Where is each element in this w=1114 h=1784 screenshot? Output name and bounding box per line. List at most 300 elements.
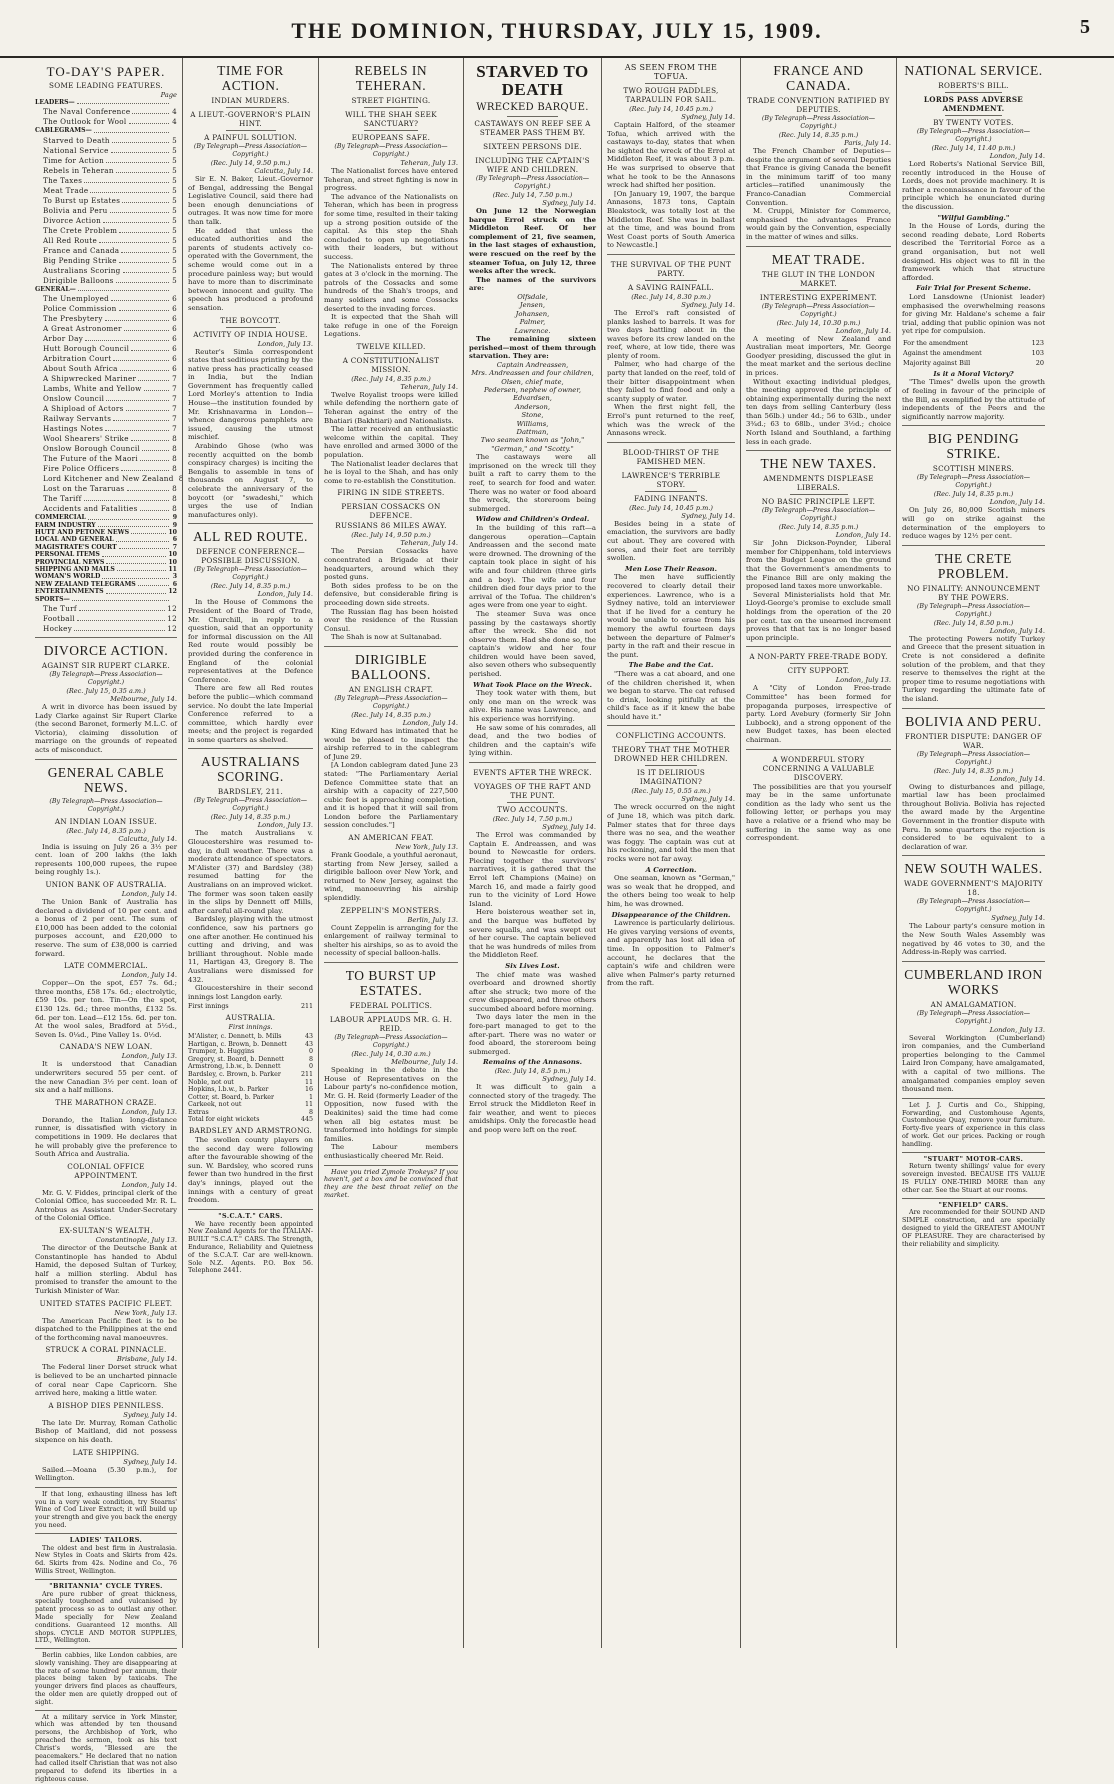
wonderful-story: [746, 749, 891, 843]
column-6: [740, 58, 896, 1648]
batsman: Gregory, st. Board, b. Dennett: [188, 1055, 285, 1063]
index-entry-label: HUTT AND PETONE NEWS: [35, 529, 130, 537]
batsman: Cotter, st. Board, b. Parker: [188, 1093, 275, 1101]
dateline: (Rec. July 14, 7.50 p.m.): [492, 815, 573, 823]
subhead: LATE COMMERCIAL.: [63, 961, 149, 971]
paragraph: [A London cablegram dated June 23 stated: "The Parliamentary Aerial Defence Committee state that an airship with a capacity of 227,500 cubic feet is approaching completion, and it is hoped that it will sail from London before the Parliamentary session concludes."]: [324, 761, 458, 830]
body-text: [188, 598, 313, 744]
cable-item: [35, 961, 177, 1039]
index-entry: [35, 514, 177, 521]
index-entry: [35, 334, 177, 343]
body-text: The men have sufficiently recovered to clearly detail their experiences. Lawrence, who is a Sydney native, told an interviewer that if he lived for a century he would be unable to erase from his memory the awful fourteen days between the departure of Palmer's party in the raft and their rescue in the punt.: [607, 573, 735, 659]
location: Sydney, July 14.: [542, 1075, 596, 1084]
side-head: The Babe and the Cat.: [628, 661, 714, 670]
copyright-line: (By Telegraph—Press Association—Copyright.): [916, 750, 1031, 766]
leader-dots: [88, 514, 169, 519]
headline: THE CRETE PROBLEM.: [935, 550, 1012, 581]
ads-col1: [35, 1487, 177, 1784]
advertisement: [902, 1198, 1045, 1249]
copyright-line: (By Telegraph—Press Association—Copyright.): [334, 694, 448, 710]
tofua-story: [607, 63, 735, 250]
index-entry-label: LOCAL AND GENERAL: [35, 536, 114, 544]
name-entry: Williams,: [516, 419, 549, 428]
leader-dots: [138, 374, 169, 381]
index-entry-page: 8: [172, 484, 177, 494]
paragraph: The Labour members enthusiastically cheered Mr. Reid.: [324, 1143, 458, 1160]
scorecard-row: [188, 1094, 313, 1102]
index-entry-label: France and Canada: [43, 245, 120, 255]
index-entry-page: 6: [172, 344, 177, 354]
subhead: EVENTS AFTER THE WRECK.: [473, 768, 592, 777]
index-entry-label: Onslow Council: [43, 394, 105, 404]
index-entry: [35, 266, 177, 275]
location: London, July 14.: [257, 590, 313, 599]
index-entry-page: 5: [172, 225, 177, 235]
index-entry-label: Dirigible Balloons: [43, 275, 114, 285]
cable-item: [35, 1162, 177, 1223]
index-entry-label: PROVINCIAL NEWS: [35, 558, 105, 566]
index-entry-label: COMMERCIAL: [35, 514, 86, 522]
leader-dots: [78, 286, 169, 291]
dateline: (Rec. July 14, 10.45 p.m.): [629, 503, 713, 512]
index-entry: [35, 186, 177, 195]
index-entry-page: 5: [172, 185, 177, 195]
name-entry: Jensen,: [519, 301, 546, 310]
subhead: EUROPEANS SAFE.: [351, 133, 431, 142]
leader-dots: [79, 604, 165, 611]
body-text: "There was a cat aboard, and one of the children cherished it, when we began to starve. The cat refused to drink, looking pitifully at the child's face as if it knew the babe should have it.": [607, 669, 735, 721]
runs: 8: [308, 1055, 313, 1063]
location: Teheran, July 14.: [400, 539, 458, 548]
survivors-label: The names of the survivors are:: [469, 275, 596, 293]
index-entry-page: 7: [172, 394, 177, 404]
vote-label: Majority against Bill: [903, 358, 971, 367]
location: Sydney, July 14.: [681, 300, 735, 309]
subhead: A BISHOP DIES PENNILESS.: [48, 1400, 164, 1410]
name-entry: Stone,: [521, 411, 544, 420]
leader-dots: [131, 344, 169, 351]
index-entry-label: The Turf: [43, 604, 77, 614]
paragraph: Lord Roberts's National Service Bill, recently introduced in the House of Lords, does not provide machinery. It is rather a reconnaissance in favour of the principle which he enunciated during the discussion.: [902, 160, 1045, 211]
side-head: A Correction.: [645, 865, 697, 874]
index-entry-page: 9: [172, 514, 177, 522]
index-entry-page: 6: [172, 580, 177, 588]
cable-item: [35, 1448, 177, 1483]
subhead: SIXTEEN PERSONS DIE.: [483, 142, 582, 151]
index-entry: [35, 324, 177, 333]
leader-dots: [77, 614, 165, 621]
location: Teheran, July 13.: [400, 159, 458, 167]
ad-body: Return twenty shillings' value for every sovereign invested. BECAUSE ITS VALUE IS FULLY ONE-THIRD MORE than any other car. See the Stuart at our rooms.: [902, 1162, 1045, 1194]
subhead: UNITED STATES PACIFIC FLEET.: [39, 1298, 173, 1308]
column-7: [896, 58, 1050, 1648]
cable-item: [35, 1226, 177, 1296]
index-entry-label: Meat Trade: [43, 185, 89, 195]
subhead: EX-SULTAN'S WEALTH.: [59, 1226, 153, 1236]
name-entry: Lawrence.: [514, 326, 551, 335]
index-entry: [35, 559, 177, 566]
body-text: Lawrence is particularly delirious. He gives varying versions of events, and apparently has lost all idea of time. In opposition to Palmer's account, he declares that the captain's wife and children were alive when Palmer's party returned from the raft.: [607, 919, 735, 988]
index-title: TO-DAY'S PAPER.: [46, 64, 166, 79]
body-text: [324, 547, 458, 642]
index-entry-label: Hastings Notes: [43, 424, 104, 434]
body-text: [324, 1066, 458, 1161]
copyright-line: (By Telegraph—Press Association—Copyright.): [916, 602, 1031, 618]
index-entry-page: 8: [172, 494, 177, 504]
index-entry: [35, 304, 177, 313]
index-entry-label: Accidents and Fatalities: [43, 504, 138, 514]
index-entry-page: 5: [172, 145, 177, 155]
big-pending-strike-story: [902, 425, 1045, 540]
paragraph: Several Ministerialists hold that Mr. Lloyd-George's promise to exclude small holdings from the operation of the 20 per cent. tax on the unearned increment proves that that tax is no longer based upon principle.: [746, 590, 891, 642]
index-entry: [35, 614, 177, 623]
advertisement: [902, 1098, 1045, 1149]
subhead: A SAVING RAINFALL.: [627, 282, 715, 292]
paragraph: King Edward has intimated that he would be pleased to inspect the airship referred to in the cablegram of June 29.: [324, 726, 458, 761]
location: Sydney, July 14.: [681, 511, 735, 520]
leader-dots: [122, 196, 169, 203]
scorecard-row: [188, 1071, 313, 1079]
body-text: The Union Bank of Australia has declared a dividend of 10 per cent. and a bonus of 2 per cent. The sum of £10,000 has been added to the colonial purposes account, and £20,000 to reserve. The sum of £38,000 is carried forward.: [35, 898, 177, 958]
body-text: In the House of Lords, during the second reading debate, Lord Roberts described the Territorial Force as a grand organisation, but not well designed. His object was to fill in the framework which that structure afforded.: [902, 222, 1045, 282]
name-entry: Palmer,: [519, 318, 546, 327]
batsman: Hartigan, c. Brown, b. Dennett: [188, 1040, 287, 1048]
column-4: [463, 58, 601, 1648]
paragraph: Gloucestershire in their second innings lost Langdon early.: [188, 984, 313, 1001]
batsman: Extras: [188, 1108, 209, 1116]
advertisement: [35, 1487, 177, 1530]
side-head: Is it a Moral Victory?: [933, 369, 1014, 378]
index-entry: [35, 256, 177, 265]
headline: DIRIGIBLE BALLOONS.: [351, 651, 431, 682]
index-entry: [35, 236, 177, 245]
leader-dots: [124, 324, 169, 331]
paragraph: Captain Halford, of the steamer Tofua, which arrived with the castaways to-day, states that when he sighted the wreck of the Errol at Middleton Reef, it was about 3 p.m. He was surprised to observe that what he took to be the Annasons wreck had shifted her position.: [607, 121, 735, 190]
index-entry: [35, 581, 177, 588]
body-text: On July 26, 80,000 Scottish miners will go on strike against the determination of the employers to reduce wages by 12½ per cent.: [902, 506, 1045, 541]
index-entry-page: 6: [172, 334, 177, 344]
ad-body: Let J. J. Curtis and Co., Shipping, Forwarding, and Customhouse Agents, Customhouse Quay, remove your furniture. Forty-five years of experience in this class of work. Get our prices. Packing or rough handling.: [902, 1100, 1045, 1148]
body-text: A "City of London Free-trade Committee" has been formed for propaganda purposes, irrespective of party. Lord Avebury (formerly Sir John Lubbock), and a strong opponent of the new Budget taxes, has been elected chairman.: [746, 684, 891, 744]
scorecard-row: [188, 1033, 313, 1041]
headline: DIVORCE ACTION.: [43, 643, 169, 659]
name-entry: Johansen,: [515, 309, 550, 318]
index-entry-label: PERSONAL ITEMS: [35, 551, 100, 559]
subhead: FRONTIER DISPUTE: DANGER OF WAR.: [904, 731, 1043, 750]
index-entry-label: Bolivia and Peru: [43, 205, 108, 215]
leader-dots: [119, 544, 169, 549]
leader-dots: [119, 256, 169, 263]
side-head: Fair Trial for Present Scheme.: [916, 284, 1031, 293]
index-list: [35, 99, 184, 634]
leader-dots: [117, 566, 167, 571]
index-entry-page: 10: [168, 529, 177, 537]
headline: AUSTRALIANS SCORING.: [200, 754, 301, 785]
national-service-story: [902, 63, 1045, 421]
index-entry-label: Lord Kitchener and New Zealand: [43, 474, 174, 484]
leader-dots: [99, 236, 169, 243]
leader-dots: [126, 404, 169, 411]
body-text: Sailed.—Moana (5.30 p.m.), for Wellington.: [35, 1465, 177, 1483]
index-entry-page: 8: [172, 504, 177, 514]
dateline: (Rec. July 14, 8.35 p.m.): [351, 710, 431, 719]
index-entry-label: To Burst up Estates: [43, 195, 121, 205]
index-entry-label: The Taxes: [43, 175, 83, 185]
paragraph: In the House of Commons the President of the Board of Trade, Mr. Churchill, in reply to a question, said that an opportunity for informal discussion on the All Red route would possibly be provided during the conference in England of the colonial representatives at the Defence Conference.: [188, 598, 313, 684]
index-entry: [35, 226, 177, 235]
subhead: DEFENCE CONFERENCE—POSSIBLE DISCUSSION.: [195, 547, 306, 566]
advertisement: [35, 1648, 177, 1707]
column-2: [182, 58, 318, 1648]
scorecard-row: [188, 1041, 313, 1049]
body-text: [469, 453, 596, 513]
ad-body: If that long, exhausting illness has left you in a very weak condition, try Stearns' Wine of Cod Liver Extract; it will build up your strength and give you back the energy you need.: [35, 1489, 177, 1529]
body-text: [746, 335, 891, 447]
copyright-line: (By Telegraph—Press Association—Copyright.): [916, 474, 1031, 490]
body-text: The Federal liner Dorset struck what is believed to be an uncharted pinnacle of coral near Cape Capricorn. She arrived here, making a little water.: [35, 1363, 177, 1398]
index-entry-label: LEADERS—: [35, 99, 75, 106]
index-entry-label: The Tariff: [43, 494, 82, 504]
headline: MEAT TRADE.: [771, 251, 866, 267]
ad-heading: "STUART" MOTOR-CARS.: [923, 1154, 1024, 1163]
subhead: PERSIAN COSSACKS ON DEFENCE.: [341, 502, 441, 521]
side-head: Disappearance of the Children.: [611, 910, 731, 919]
leader-dots: [103, 216, 169, 223]
leader-dots: [120, 364, 169, 371]
leader-dots: [113, 354, 169, 361]
index-entry: [35, 494, 177, 503]
body-text: Dorando, the Italian long-distance runner, is dissatisfied with victory in competitions in 1909. He declares that he will probably give the preference to South Africa and Australia.: [35, 1115, 177, 1159]
copyright-line: (By Telegraph—Press Association—Copyright.): [761, 302, 876, 318]
location: Constantinople, July 13.: [95, 1236, 177, 1245]
location: London, July 13.: [257, 821, 313, 830]
leader-dots: [111, 146, 169, 153]
subhead: TRADE CONVENTION RATIFIED BY DEPUTIES.: [747, 96, 890, 114]
ad-body: Berlin cabbies, like London cabbies, are slowly vanishing. They are disappearing at the rate of some hundred per annum, their places being taken by taxicabs. The younger drivers find places as chauffeurs, the older men are quietly dropped out of sight.: [35, 1651, 177, 1706]
headline: NATIONAL SERVICE.: [904, 63, 1043, 78]
paragraph: The Shah is now at Sultanabad.: [331, 633, 442, 642]
leader-dots: [131, 434, 169, 441]
paragraph: M. Cruppi, Minister for Commerce, emphasised the advantages France would gain by the Convention, especially in the matter of wines and silks.: [746, 207, 891, 241]
paragraph: The Errol's raft consisted of planks lashed to barrels. It was for two days battling about in the waves before its crew landed on the reef, where, at low tide, there was plenty of room.: [607, 308, 735, 360]
dateline: (Rec. July 14, 8.35 p.m.): [210, 582, 291, 591]
index-entry: [35, 529, 177, 536]
paragraph: The match Australians v. Gloucestershire was resumed to-day, in dull weather. There was a moderate attendance of spectators. M'Alister (37) and Bardsley (38) resumed batting for the Australians on an improved wicket. The former was soon taken easily in the slips by Dennett off Mills, after careful all-round play.: [188, 829, 313, 915]
subhead: BLOOD-THIRST OF THE FAMISHED MEN.: [622, 447, 720, 466]
index-entry: [35, 206, 177, 215]
advertisement: [35, 1533, 177, 1576]
index-entry-page: 5: [172, 275, 177, 285]
index-entry-page: 6: [172, 314, 177, 324]
masthead: [0, 0, 1114, 58]
copyright-line: (By Telegraph—Press Association—Copyright.): [49, 671, 163, 687]
name-entry: Two seamen known as "John," "German," and "Scotty.": [480, 436, 585, 453]
subhead: AN ENGLISH CRAFT.: [348, 684, 434, 694]
vote-rows: [902, 338, 1045, 368]
location: London, July 13.: [989, 1025, 1045, 1034]
leader-dots: [77, 99, 169, 104]
intro-text: On June 12 the Norwegian barque Errol struck on the Middleton Reef. Of her complement of 21, five seamen, in the last stages of exhaustion, were rescued on the reef by the steamer Tofua, on July 12, three weeks after the wreck.: [469, 207, 596, 276]
paragraph: The chief mate was washed overboard and drowned shortly after she struck; two more of the crew disappeared, and three others succumbed aboard before morning.: [469, 970, 596, 1013]
subhead: A NON-PARTY FREE-TRADE BODY.: [749, 652, 888, 662]
cable-items: [35, 817, 177, 1483]
paragraph: The castaways were all imprisoned on the wreck till they built a raft to carry them to the reef, to search for food and water. There was no water or food aboard the wreck, the storeroom being submerged.: [469, 453, 596, 513]
leader-dots: [116, 276, 169, 283]
index-entry: [35, 444, 177, 453]
subhead: IS IT DELIRIOUS IMAGINATION?: [636, 768, 706, 787]
body-text: [607, 309, 735, 438]
leader-dots: [105, 314, 169, 321]
index-entry: [35, 414, 177, 423]
name-entry: Captain Andreassen,: [496, 360, 569, 369]
subhead: LAWRENCE'S TERRIBLE STORY.: [621, 470, 721, 489]
leader-dots: [132, 107, 169, 114]
newspaper-title: THE DOMINION, THURSDAY, JULY 15, 1909.: [291, 18, 823, 43]
index-entry: [35, 624, 177, 633]
side-head: Six Lives Lost.: [505, 961, 560, 970]
location: London, July 14.: [989, 774, 1045, 783]
location: New York, July 13.: [395, 843, 458, 852]
dateline: (Rec. July 14, 9.50 p.m.): [351, 531, 431, 540]
dateline: (Rec. July 14, 8.35 p.m.): [933, 766, 1014, 775]
paragraph: The Russian flag has been hoisted over the residence of the Russian Consul.: [324, 607, 458, 633]
scorecard-innings: First innings.: [228, 1022, 273, 1031]
subhead: AN AMALGAMATION.: [930, 999, 1017, 1009]
leader-dots: [98, 522, 169, 527]
index-entry-page: 5: [172, 215, 177, 225]
subhead: FADING INFANTS.: [634, 493, 708, 503]
subhead: RUSSIANS 86 MILES AWAY.: [335, 521, 447, 531]
body-text: Copper—On the spot, £57 7s. 6d.; three months, £58 17s. 6d.; electrolytic, £59 10s. per ton. Tin—On the spot, £130 12s. 6d.; three months, £132 5s. 6d. per ton. Lead—£12 15s. 6d. per ton. At the wool sales, Bradford at 5½d., Seven Is. 0¼d., Pine Valley 1s. 0½d.: [35, 979, 177, 1039]
paragraph: It is expected that the Shah will take refuge in one of the Foreign Legations.: [324, 313, 458, 339]
body-text: Owing to disturbances and pillage, martial law has been proclaimed throughout Bolivia. Bolivia has rejected the award made by the Argentine Government in the frontier dispute with Peru. In some quarters the rejection is considered to be equivalent to a declaration of war.: [902, 782, 1045, 851]
leader-dots: [129, 117, 169, 124]
body-text: [607, 121, 735, 250]
ads-col7: [902, 1098, 1045, 1249]
copyright-line: (By Telegraph—Press Association—Copyright.): [49, 797, 163, 813]
leader-dots: [140, 454, 169, 461]
index-entry-page: 12: [167, 624, 177, 634]
index-entry-label: NEW ZEALAND TELEGRAMS: [35, 580, 136, 588]
side-head: Remains of the Annasons.: [483, 1058, 582, 1067]
name-entry: Anderson,: [514, 402, 551, 411]
index-entry-page: 8: [172, 434, 177, 444]
leader-dots: [74, 624, 165, 631]
index-entry-page: 5: [172, 155, 177, 165]
cable-item: [35, 1299, 177, 1343]
subhead: STREET FIGHTING.: [351, 96, 431, 105]
paragraph: The Nationalist leader declares that he is loyal to the Shah, and has only come to re-establish the Constitution.: [324, 459, 458, 485]
index-entry-page: 7: [172, 414, 177, 424]
index-entry: [35, 136, 177, 145]
copyright-line: (By Telegraph—Press Association—Copyright.): [761, 115, 876, 130]
index-entry-page: 7: [172, 543, 177, 551]
ad-body: We have recently been appointed New Zealand Agents for the ITALIAN-BUILT "S.C.A.T." CARS. The Strength, Endurance, Reliability and Quietness of the S.C.A.T. Car are well-known. Sole N.Z. Agents. P.O. Box 56. Telephone 2441.: [188, 1219, 313, 1275]
runs: 16: [304, 1086, 313, 1094]
index-entry: [35, 504, 177, 513]
scorecard-row: [188, 1101, 313, 1109]
scorecard-row: [188, 1056, 313, 1064]
body-text: [324, 391, 458, 486]
body-text: [902, 160, 1045, 212]
batsman: Noble, not out: [188, 1078, 234, 1086]
subhead: LORDS PASS ADVERSE AMENDMENT.: [923, 95, 1024, 113]
advertisement: [902, 1152, 1045, 1195]
body-text: It was difficult to gain a connected story of the tragedy. The Errol struck the Middleton Reef in fair weather, and went to pieces amidships. Only the forecastle head and poop were left on the reef.: [469, 1083, 596, 1134]
location: London, July 13.: [257, 339, 313, 348]
cable-item: [35, 1098, 177, 1159]
index-entry: [35, 551, 177, 558]
index-entry-page: 9: [172, 521, 177, 529]
location: Sydney, July 14.: [991, 914, 1045, 923]
subhead: TWO ROUGH PADDLES, TARPAULIN FOR SAIL.: [623, 86, 719, 104]
index-entry: [35, 176, 177, 185]
batsman: Bardsley, c. Brown, b. Parker: [188, 1070, 281, 1078]
paragraph: The steamer Suva was once passing by the castaways shortly after the wreck. She did not observe them. Had she done so, the captain's widow and her four children would have been saved, also seven others who subsequently perished.: [469, 609, 596, 679]
crete-problem-story: [902, 545, 1045, 704]
scorecard-row: [188, 1063, 313, 1071]
index-entry-label: Big Pending Strike: [43, 255, 117, 265]
index-entry-page: 6: [172, 364, 177, 374]
headline: BIG PENDING STRIKE.: [927, 431, 1020, 462]
vote-row: [902, 358, 1045, 368]
leader-dots: [116, 166, 169, 173]
index-entry-page: 6: [172, 324, 177, 334]
index-entry-page: 8: [172, 444, 177, 454]
body-text: [469, 689, 596, 758]
location: Sydney, July 14.: [542, 823, 596, 831]
index-entry-label: Football: [43, 614, 76, 624]
first-innings-line: [188, 1003, 313, 1011]
index-entry: [35, 117, 177, 126]
leader-dots: [106, 394, 169, 401]
body-text: The swollen county players on the second day were following after the favourable showing of the sun. W. Bardsley, who scored runs fewer than two hundred in the first day's innings, played out the innings with a century of great freedom.: [188, 1136, 313, 1205]
copyright-line: (By Telegraph—Press Association—Copyright.): [761, 507, 876, 523]
leader-dots: [102, 573, 169, 578]
index-entry-page: [171, 99, 177, 106]
body-text: [188, 348, 313, 520]
subhead: INDIAN MURDERS.: [211, 96, 290, 105]
index-entry: [35, 464, 177, 473]
paragraph: In the building of this raft—a dangerous operation—Captain Andreassen and the second mate were drowned. The drowning of the captain took place in sight of his wife and four children (three girls and a boy). The wife and four children died four days prior to the arrival of the Tofua. The children's ages were from one year to eight.: [469, 523, 596, 610]
paragraph: The Persian Cossacks have concentrated a Brigade at their headquarters, around which they posted guns.: [324, 547, 458, 582]
copyright-line: (By Telegraph—Press Association—Copyright.): [334, 143, 448, 158]
location: Teheran, July 14.: [400, 382, 458, 391]
index-entry-page: 6: [172, 294, 177, 304]
leader-dots: [105, 424, 169, 431]
index-entry: [35, 536, 177, 543]
index-entry-page: 6: [172, 354, 177, 364]
name-entry: Mrs. Andreassen and four children,: [471, 369, 594, 378]
index-entry-page: 5: [172, 265, 177, 275]
headline: STARVED TO DEATH: [476, 62, 589, 99]
location: London, July 13.: [121, 1052, 177, 1061]
index-entry-label: ENTERTAINMENTS: [35, 588, 104, 596]
index-entry-page: 5: [172, 245, 177, 255]
vote-value: 123: [1031, 338, 1044, 347]
subhead: FIRING IN SIDE STREETS.: [337, 488, 445, 498]
body-text: Frank Goodale, a youthful aeronaut, starting from New Jersey, sailed a dirigible balloon over New York, and returned to New Jersey, against the wind, manoeuvring his airship splendidly.: [324, 851, 458, 903]
copyright-line: (By Telegraph—Press Association—Copyright.): [475, 175, 590, 190]
index-entry-label: Police Commission: [43, 304, 117, 314]
index-entry-page: 12: [168, 588, 177, 596]
dateline: (Rec. July 14, 9.50 p.m.): [210, 159, 291, 167]
location: London, July 13.: [121, 1107, 177, 1116]
subhead: SCOTTISH MINERS.: [932, 464, 1015, 474]
index-entry: [35, 156, 177, 165]
subhead: ZEPPELIN'S MONSTERS.: [340, 905, 442, 915]
scorecard-title: First innings: [188, 1003, 229, 1011]
